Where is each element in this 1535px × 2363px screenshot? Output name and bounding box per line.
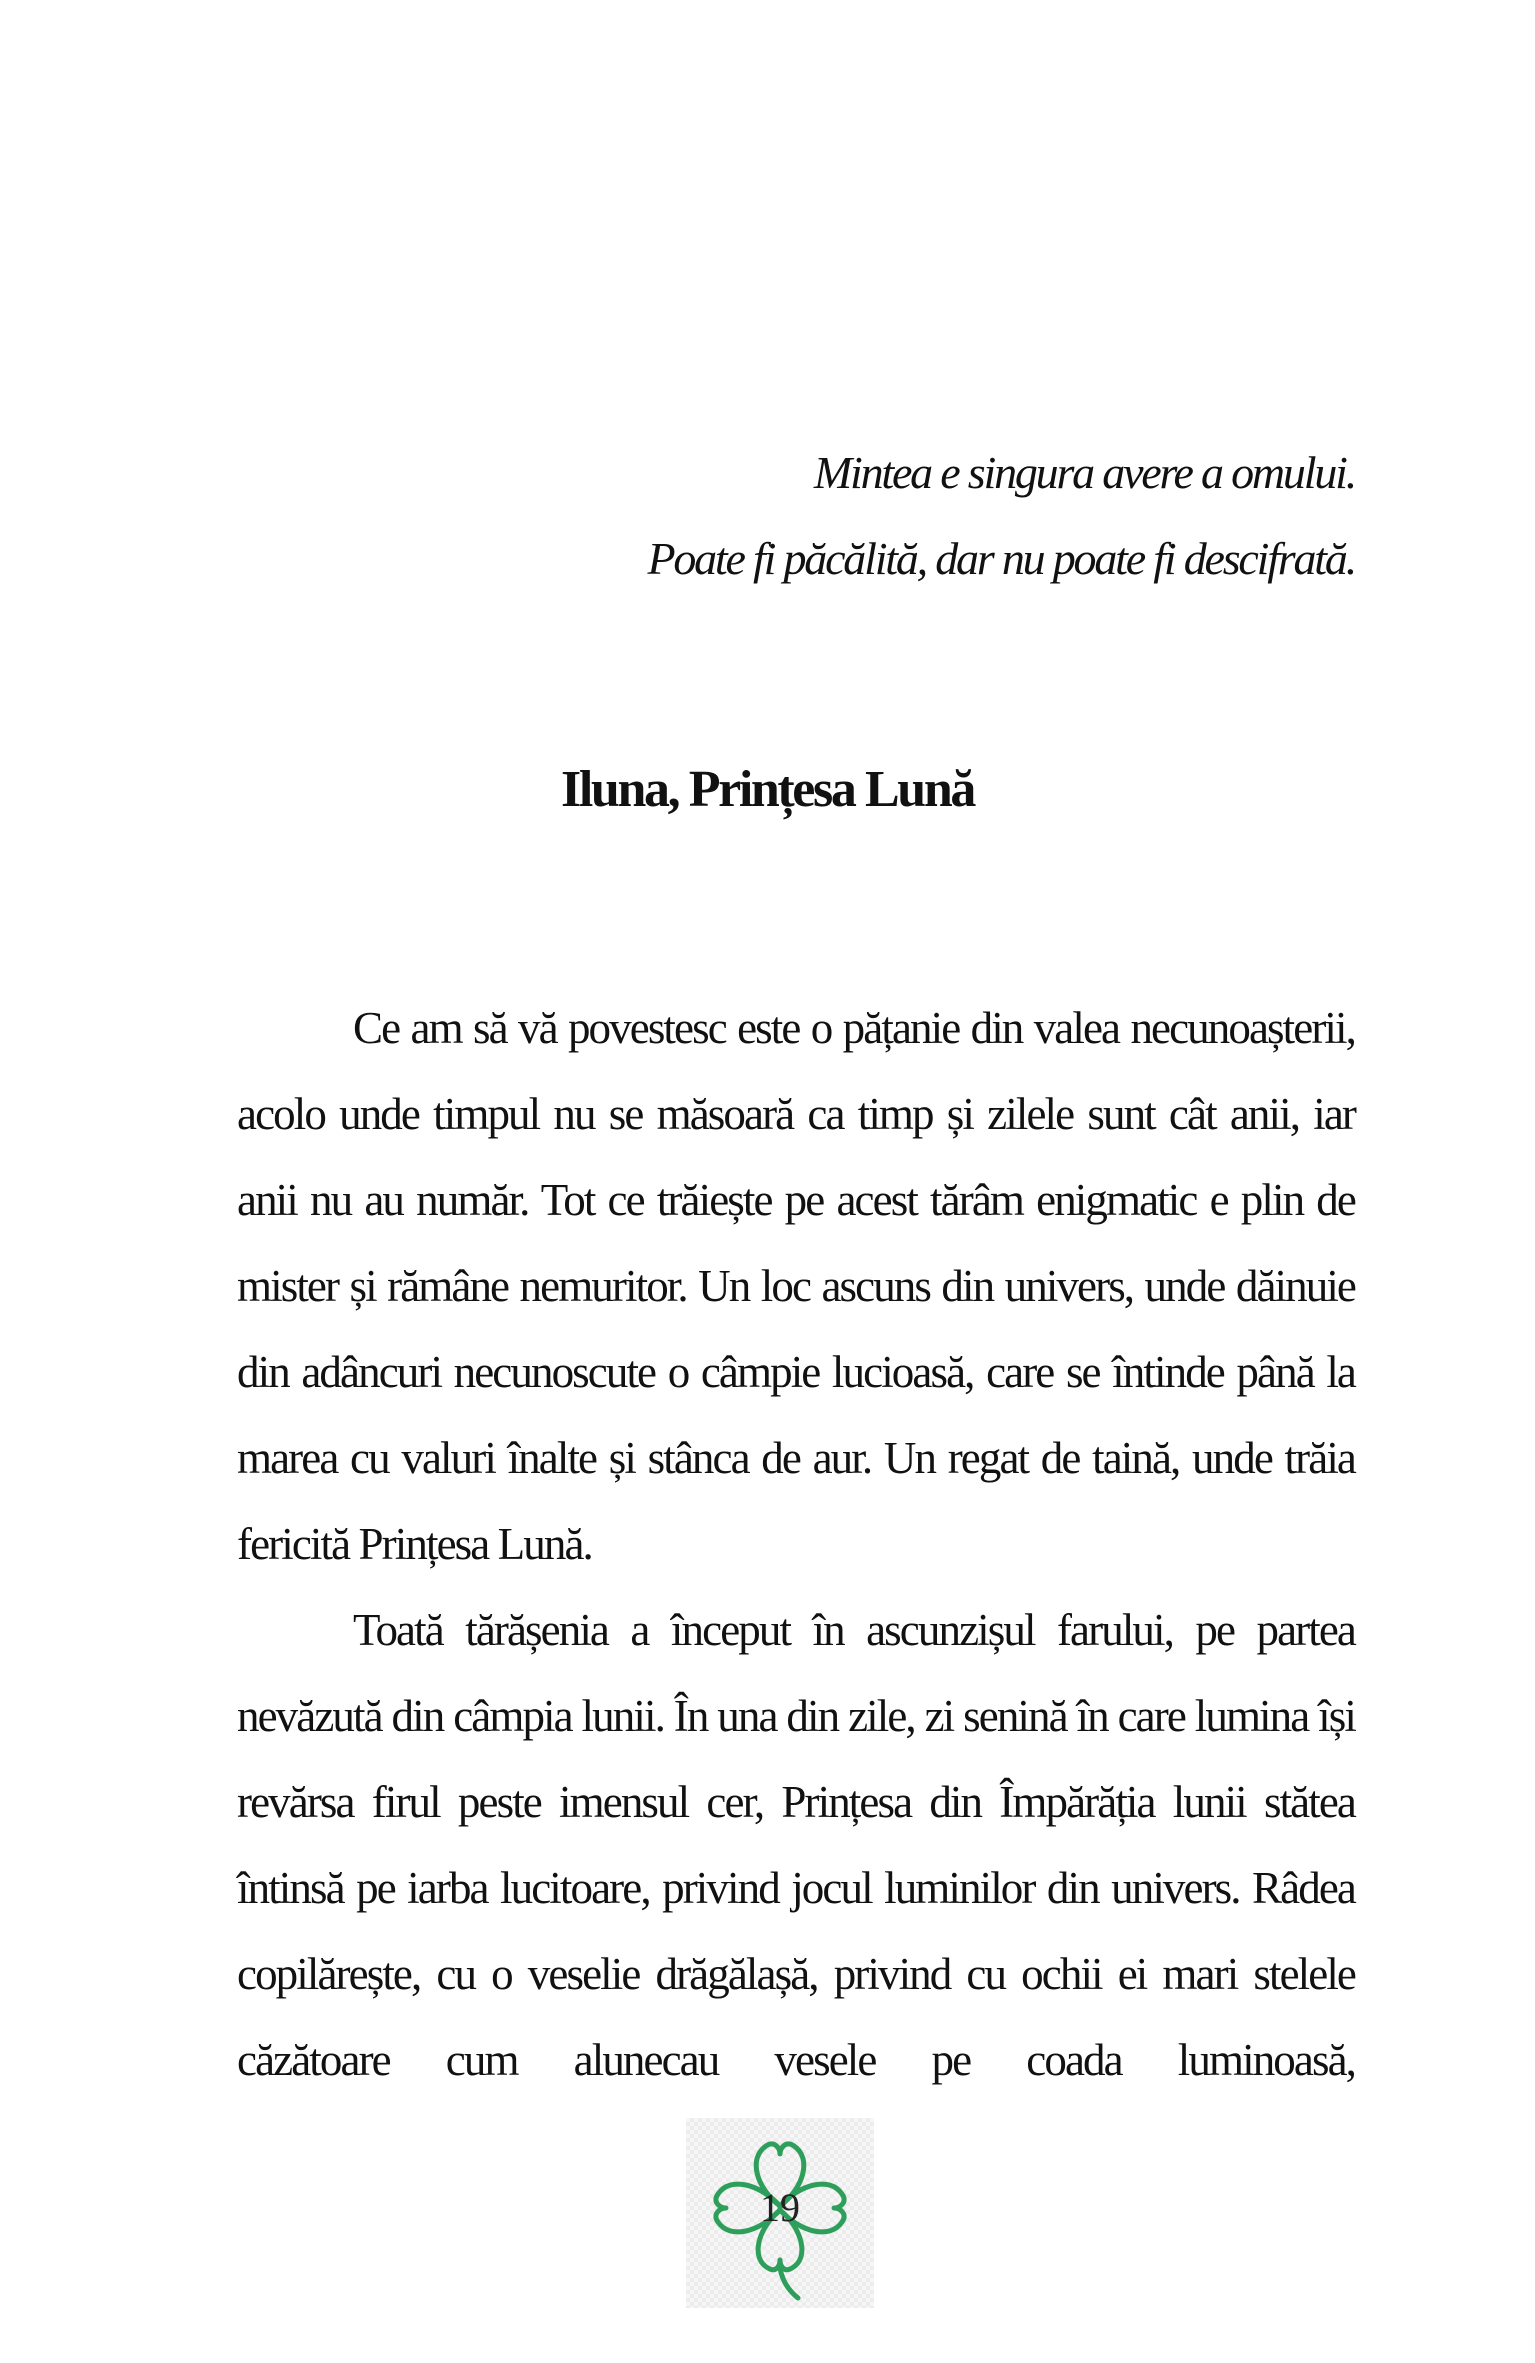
paragraph: Toată tărășenia a început în ascunzișul farului, pe partea nevăzută din câmpia lunii. În una din zile, zi senină în care lumina își revărsa firul peste imensul cer, Prințesa din Împărăția lunii stătea întinsă pe iarba lucitoare, privind jocul luminilor din univers. Râdea copilărește, cu o veselie drăgălașă, privind cu ochii ei mari stelele căzătoare cum alunecau vesele pe coada luminoasă, [237,1605,1355,2085]
epigraph-line-2: Poate fi păcălită, dar nu poate fi descifrată. [647,533,1355,584]
epigraph-line-1: Mintea e singura avere a omului. [813,447,1355,498]
chapter-body [237,985,1355,2103]
paragraph: Ce am să vă povestesc este o pățanie din valea necunoașterii, acolo unde timpul nu se măsoară ca timp și zilele sunt cât anii, iar anii nu au număr. Tot ce trăiește pe acest tărâm enigmatic e plin de mister și rămâne nemuritor. Un loc ascuns din univers, unde dăinuie din adâncuri necunoscute o câmpie lucioasă, care se întinde până la marea cu valuri înalte și stânca de aur. Un regat de taină, unde trăia fericită Prințesa Lună. [237,1003,1355,1569]
page-number: 19 [760,2185,800,2230]
epigraph [647,430,1355,602]
chapter-title: Iluna, Prințesa Lună [561,761,974,818]
